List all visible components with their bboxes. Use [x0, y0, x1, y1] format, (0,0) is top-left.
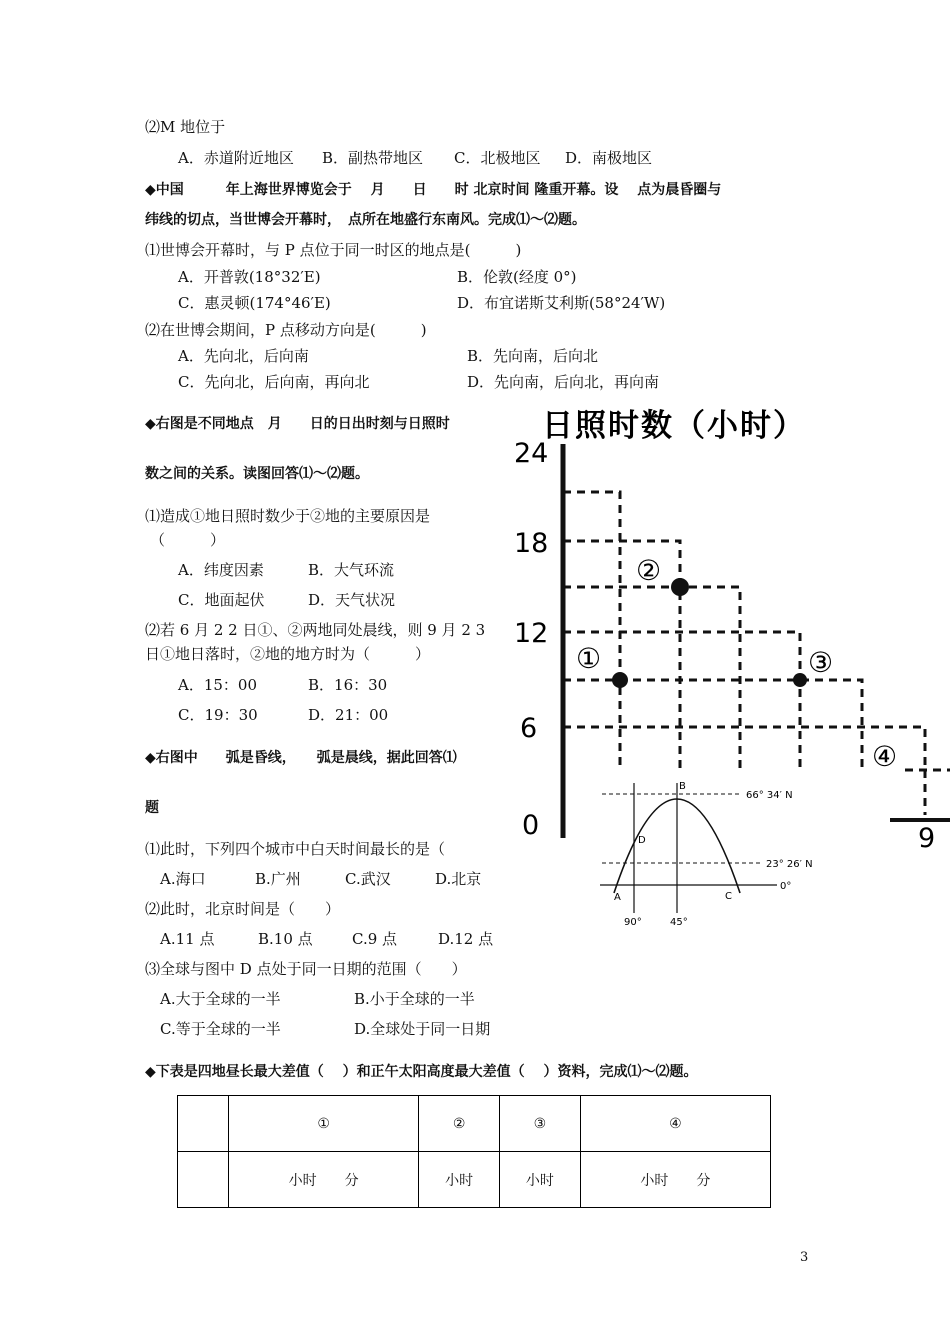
chart-marker-2: ②: [636, 554, 662, 587]
chart-x-tick-9: 9: [918, 823, 936, 854]
q3-sub1-option-c: C．地面起伏: [178, 591, 265, 609]
point-c-label: C: [725, 891, 732, 902]
page-number: 3: [800, 1250, 809, 1265]
table-header-cell: ②: [419, 1096, 500, 1152]
q3-intro-line2: 数之间的关系。读图回答⑴～⑵题。: [145, 466, 369, 482]
point-d-label: D: [638, 835, 646, 846]
table-cell: 小时: [499, 1152, 580, 1208]
q4-sub1-stem: ⑴此时，下列四个城市中白天时间最长的是（: [145, 840, 446, 858]
q4-sub3-option-b: B.小于全球的一半: [354, 990, 475, 1008]
q4-sub2-option-d: D.12 点: [438, 930, 494, 948]
table-header-cell: ①: [229, 1096, 419, 1152]
table-cell: 小时 分: [580, 1152, 770, 1208]
q3-sub2-option-d: D．21：00: [308, 706, 389, 724]
q2-sub1-stem: ⑴世博会开幕时，与 P 点位于同一时区的地点是( ): [145, 241, 522, 259]
q2-intro-line2: 纬线的切点，当世博会开幕时， 点所在地盛行东南风。完成⑴～⑵题。: [145, 212, 586, 228]
table-header-cell: ③: [499, 1096, 580, 1152]
chart-y-tick-0: 0: [522, 810, 540, 841]
chart-marker-1: ①: [576, 642, 602, 675]
q4-sub2-option-b: B.10 点: [258, 930, 313, 948]
q1-option-b: B．副热带地区: [322, 149, 424, 167]
q3-sub1-option-a: A．纬度因素: [178, 561, 264, 579]
q4-sub3-stem: ⑶全球与图中 D 点处于同一日期的范围（ ）: [145, 960, 467, 978]
q2-sub2-option-c: C．先向北，后向南，再向北: [178, 373, 370, 391]
q2-sub1-option-a: A．开普敦(18°32′E): [178, 268, 321, 286]
q3-sub1-option-d: D．天气状况: [308, 591, 396, 609]
terminator-diagram: [592, 775, 832, 935]
q3-sub1-stem: ⑴造成①地日照时数少于②地的主要原因是: [145, 507, 431, 525]
q3-sub2-option-c: C．19：30: [178, 706, 258, 724]
table-cell: 小时: [419, 1152, 500, 1208]
q3-sub1-option-b: B．大气环流: [308, 561, 395, 579]
q4-sub2-option-c: C.9 点: [352, 930, 398, 948]
q4-intro-line2: 题: [145, 800, 159, 816]
q4-sub3-option-d: D.全球处于同一日期: [354, 1020, 491, 1038]
q2-sub1-option-b: B．伦敦(经度 0°): [457, 268, 577, 286]
q2-sub1-option-d: D．布宜诺斯艾利斯(58°24′W): [457, 294, 666, 312]
q3-intro-line1: ◆右图是不同地点 月 日的日出时刻与日照时: [145, 416, 450, 432]
q4-sub1-option-b: B.广州: [255, 870, 301, 888]
q2-sub2-option-d: D．先向南，后向北，再向南: [467, 373, 660, 391]
table-cell: [178, 1152, 229, 1208]
q4-sub3-option-a: A.大于全球的一半: [160, 990, 281, 1008]
chart-marker-3: ③: [808, 646, 834, 679]
q2-sub2-stem: ⑵在世博会期间，P 点移动方向是( ): [145, 321, 427, 339]
lat-label-23: 23° 26′ N: [766, 859, 813, 870]
chart-y-tick-12: 12: [514, 618, 549, 649]
chart-point-2: [671, 578, 689, 596]
q4-intro-line1: ◆右图中 弧是昏线， 弧是晨线，据此回答⑴: [145, 750, 457, 766]
q4-sub3-option-c: C.等于全球的一半: [160, 1020, 281, 1038]
q2-sub2-option-b: B．先向南，后向北: [467, 347, 599, 365]
q2-sub1-option-c: C．惠灵顿(174°46′E): [178, 294, 331, 312]
table-header-row: [178, 1096, 771, 1152]
point-b-label: B: [679, 781, 686, 792]
q2-sub2-option-a: A．先向北，后向南: [178, 347, 309, 365]
q3-sub2-option-a: A．15：00: [178, 676, 258, 694]
q1-option-d: D．南极地区: [565, 149, 653, 167]
point-a-label: A: [614, 892, 621, 903]
q3-sub2-stem-line2: 日①地日落时，②地的地方时为（ ）: [145, 645, 431, 663]
q1-sub2-stem: ⑵M 地位于: [145, 118, 226, 136]
q1-option-a: A．赤道附近地区: [178, 149, 294, 167]
q4-sub1-option-a: A.海口: [160, 870, 206, 888]
q4-sub2-stem: ⑵此时，北京时间是（ ）: [145, 900, 341, 918]
table-cell: 小时 分: [229, 1152, 419, 1208]
chart-point-3: [793, 673, 807, 687]
q4-sub2-option-a: A.11 点: [160, 930, 215, 948]
chart-point-1: [612, 672, 628, 688]
lon-label-45: 45°: [670, 917, 688, 928]
lat-label-66: 66° 34′ N: [746, 790, 793, 801]
q4-sub1-option-d: D.北京: [435, 870, 482, 888]
chart-title: 日照时数（小时）: [542, 408, 806, 444]
chart-y-tick-24: 24: [514, 438, 549, 469]
chart-marker-4: ④: [872, 740, 898, 773]
q5-intro: ◆下表是四地昼长最大差值（ ）和正午太阳高度最大差值（ ）资料，完成⑴～⑵题。: [145, 1064, 698, 1080]
table-header-cell: ④: [580, 1096, 770, 1152]
lat-label-0: 0°: [780, 881, 792, 892]
q2-intro-line1: ◆中国 年上海世界博览会于 月 日 时 北京时间 隆重开幕。设 点为晨昏圈与: [145, 182, 722, 198]
table-row: [178, 1152, 771, 1208]
table-header-cell: [178, 1096, 229, 1152]
daylength-table: [177, 1095, 771, 1208]
q3-sub2-stem-line1: ⑵若 6 月 2 2 日①、②两地同处晨线，则 9 月 2 3: [145, 621, 486, 639]
chart-y-tick-6: 6: [520, 713, 538, 744]
q4-sub1-option-c: C.武汉: [345, 870, 391, 888]
chart-y-tick-18: 18: [514, 528, 549, 559]
q1-option-c: C．北极地区: [454, 149, 541, 167]
lon-label-90: 90°: [624, 917, 642, 928]
q3-sub2-option-b: B．16：30: [308, 676, 388, 694]
q3-sub1-paren: （ ）: [150, 531, 226, 549]
